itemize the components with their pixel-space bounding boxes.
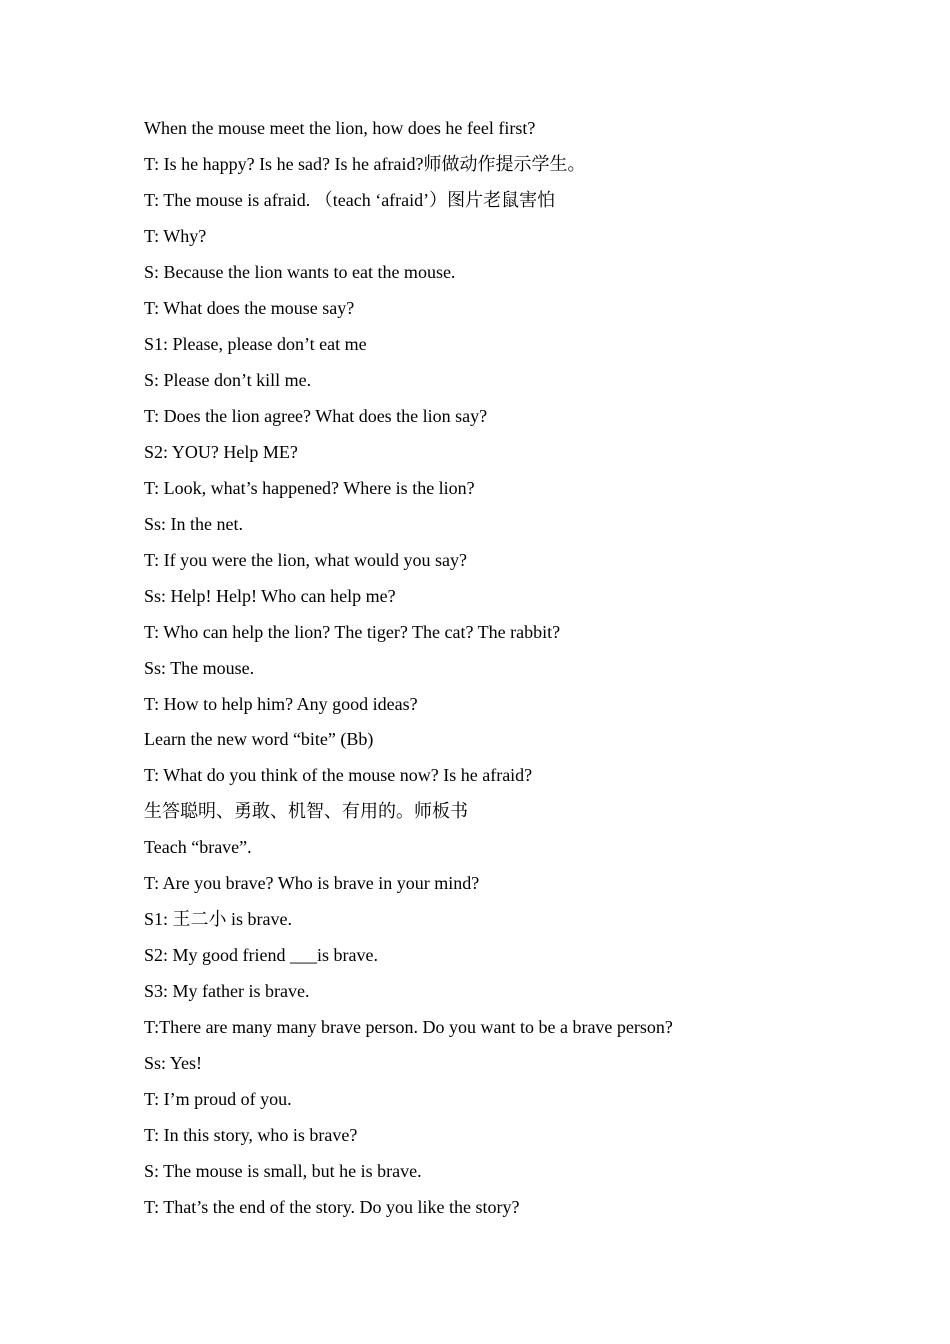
text-line: T: Who can help the lion? The tiger? The cat? The rabbit? <box>144 621 561 642</box>
text-line: T: What does the mouse say? <box>144 297 355 318</box>
dialogue-lines <box>144 115 844 1230</box>
text-line: S1: Please, please don’t eat me <box>144 333 367 354</box>
text-line: T: Why? <box>144 225 207 246</box>
text-line: T: If you were the lion, what would you say? <box>144 549 468 570</box>
text-line: Ss: The mouse. <box>144 657 255 678</box>
text-line: Teach “brave”. <box>144 837 252 858</box>
text-line: Learn the new word “bite” (Bb) <box>144 729 374 750</box>
text-line: S2: My good friend ___is brave. <box>144 945 378 966</box>
text-line: T:There are many many brave person. Do you want to be a brave person? <box>144 1017 673 1038</box>
text-line: S1: 王二小 is brave. <box>144 909 292 930</box>
text-line: T: The mouse is afraid. （teach ‘afraid’）图片老鼠害怕 <box>144 189 556 210</box>
text-line: T: Does the lion agree? What does the lion say? <box>144 405 488 426</box>
text-line: T: Look, what’s happened? Where is the lion? <box>144 477 475 498</box>
text-line: S2: YOU? Help ME? <box>144 441 298 462</box>
text-line: T: I’m proud of you. <box>144 1089 292 1110</box>
text-line: T: Is he happy? Is he sad? Is he afraid?师做动作提示学生。 <box>144 153 586 174</box>
text-line: S: The mouse is small, but he is brave. <box>144 1161 422 1182</box>
text-line: Ss: Yes! <box>144 1053 203 1074</box>
text-line: S: Because the lion wants to eat the mouse. <box>144 261 456 282</box>
text-line: S: Please don’t kill me. <box>144 369 312 390</box>
text-line: T: Are you brave? Who is brave in your mind? <box>144 873 480 894</box>
text-line: T: How to help him? Any good ideas? <box>144 693 418 714</box>
text-line: Ss: Help! Help! Who can help me? <box>144 585 396 606</box>
text-line: T: That’s the end of the story. Do you like the story? <box>144 1197 520 1218</box>
text-line: T: What do you think of the mouse now? Is he afraid? <box>144 765 533 786</box>
text-line: S3: My father is brave. <box>144 981 310 1002</box>
text-line: When the mouse meet the lion, how does he feel first? <box>144 118 536 138</box>
text-line: 生答聪明、勇敢、机智、有用的。师板书 <box>144 801 468 822</box>
text-line: Ss: In the net. <box>144 513 243 534</box>
text-line: T: In this story, who is brave? <box>144 1125 358 1146</box>
